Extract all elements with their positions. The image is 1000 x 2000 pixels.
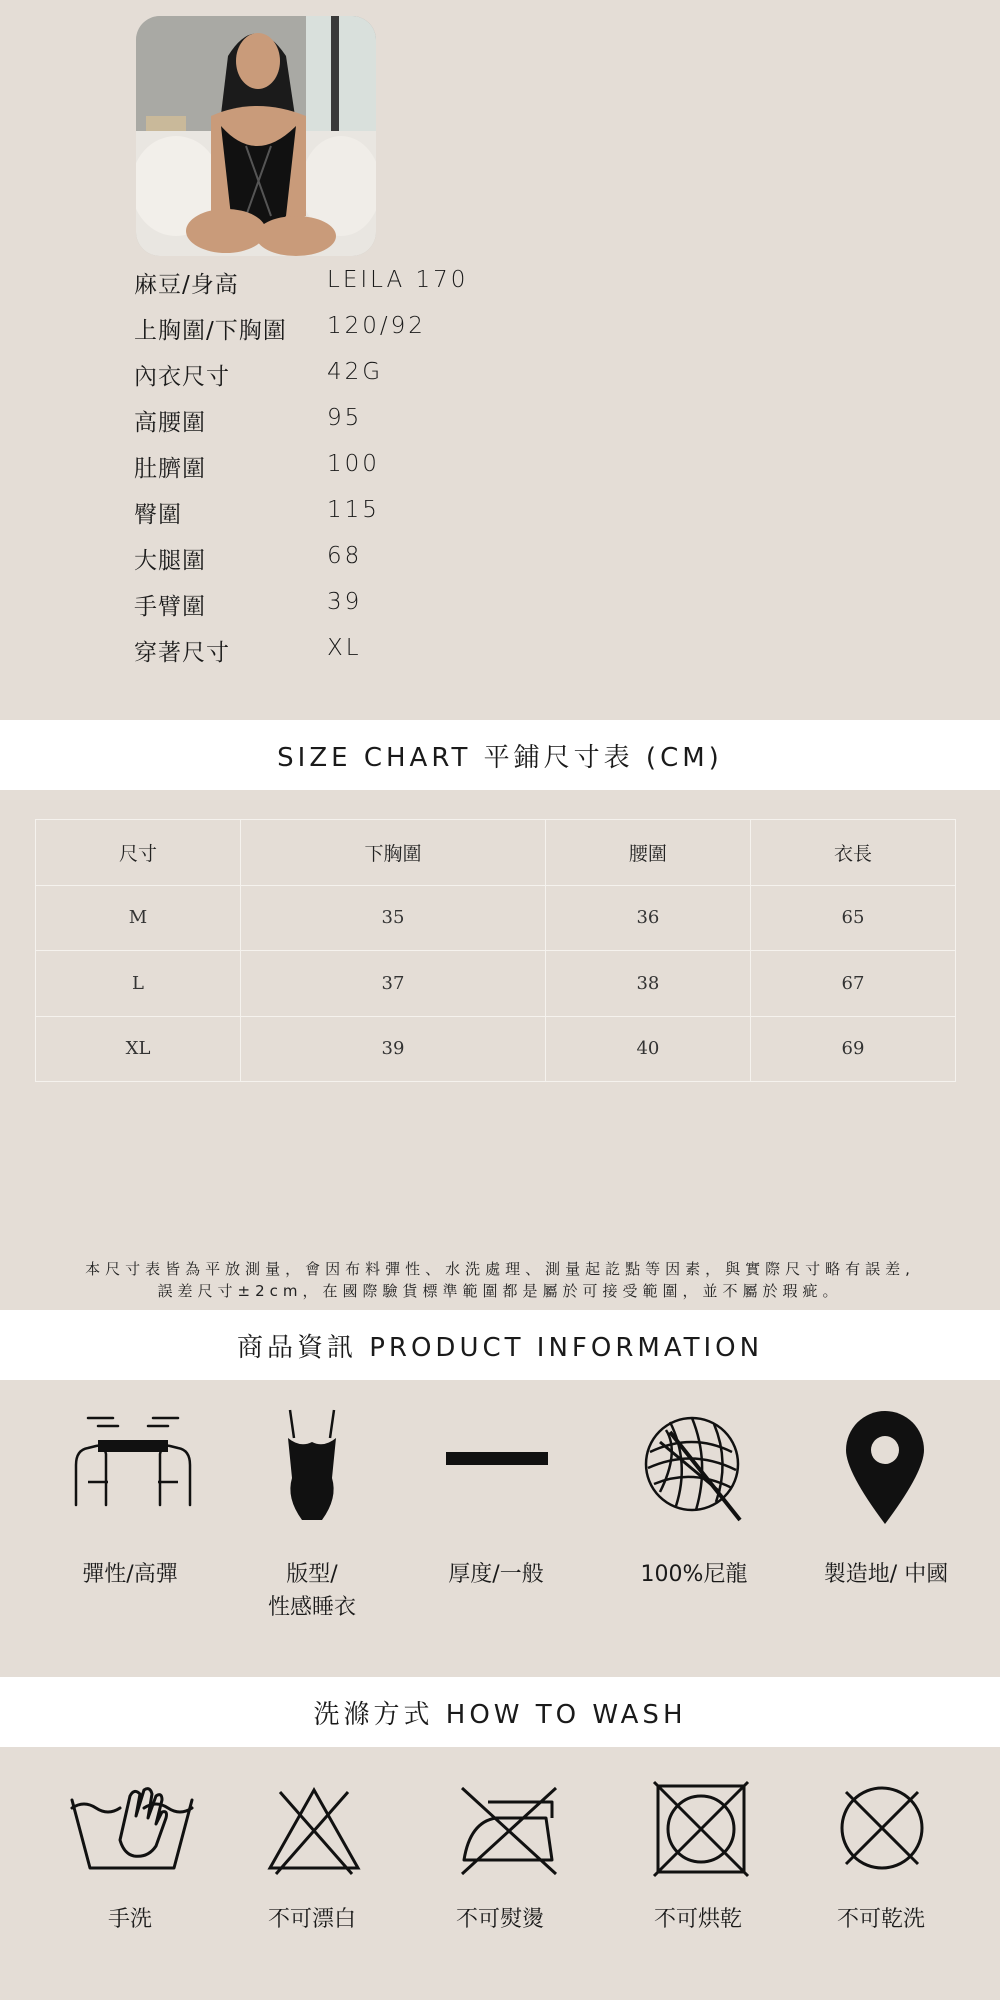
elasticity-label: 彈性/高彈 (82, 1562, 178, 1587)
note-line: 誤差尺寸±2cm，在國際驗貨標準範圍都是屬於可接受範圍，並不屬於瑕疵。 (157, 1282, 843, 1300)
table-cell: XL (36, 1016, 241, 1082)
table-cell: 38 (545, 951, 750, 1017)
measure-value: 120/92 (327, 313, 426, 339)
measure-value: 100 (327, 451, 380, 477)
measure-value: 68 (327, 543, 363, 569)
table-row (36, 951, 956, 1017)
measure-label: 高腰圍 (134, 410, 206, 436)
fit-label-line: 版型/ (286, 1562, 338, 1587)
wash-title: 洗滌方式 HOW TO WASH (313, 1699, 687, 1730)
header-size: 尺寸 (36, 820, 241, 886)
model-photo (136, 16, 376, 256)
measure-label: 臀圍 (134, 502, 182, 528)
hand-wash-icon (70, 1786, 194, 1870)
table-cell: 69 (750, 1016, 955, 1082)
no-iron-icon (456, 1782, 560, 1878)
bodysuit-icon (280, 1408, 344, 1524)
material-label: 100%尼龍 (640, 1562, 748, 1587)
location-pin-icon (844, 1410, 926, 1526)
measure-label: 手臂圍 (134, 594, 206, 620)
size-note (20, 1258, 980, 1302)
header-length: 衣長 (750, 820, 955, 886)
no-bleach-label: 不可漂白 (267, 1907, 357, 1932)
no-bleach-icon (266, 1782, 362, 1878)
table-row (36, 1016, 956, 1082)
hand-wash-label: 手洗 (107, 1907, 153, 1932)
no-iron-label: 不可熨燙 (455, 1907, 545, 1932)
header-underbust: 下胸圍 (241, 820, 546, 886)
fit-label-line: 性感睡衣 (267, 1595, 357, 1620)
product-info-band (0, 1310, 1000, 1380)
fit-label (268, 1558, 356, 1624)
measure-label: 上胸圍/下胸圍 (134, 318, 287, 344)
size-chart-band (0, 720, 1000, 790)
no-tumble-dry-icon (652, 1780, 750, 1878)
note-line: 本尺寸表皆為平放測量，會因布料彈性、水洗處理、測量起訖點等因素，與實際尺寸略有誤差, (85, 1260, 915, 1278)
table-cell: 40 (545, 1016, 750, 1082)
origin-label: 製造地/ 中國 (823, 1562, 949, 1587)
table-cell: 67 (750, 951, 955, 1017)
thickness-line-icon (446, 1452, 548, 1466)
thickness-label: 厚度/一般 (448, 1562, 544, 1587)
measure-label: 麻豆/身高 (134, 272, 239, 298)
measure-label: 大腿圍 (134, 548, 206, 574)
measure-value: 95 (327, 405, 363, 431)
header-waist: 腰圍 (545, 820, 750, 886)
no-dry-clean-label: 不可乾洗 (836, 1907, 926, 1932)
table-header-row (36, 820, 956, 886)
table-cell: 37 (241, 951, 546, 1017)
measure-label: 內衣尺寸 (134, 364, 230, 390)
measure-value: 39 (327, 589, 363, 615)
table-cell: 36 (545, 885, 750, 951)
measure-label: 肚臍圍 (134, 456, 206, 482)
table-row (36, 885, 956, 951)
product-info-title: 商品資訊 PRODUCT INFORMATION (236, 1332, 764, 1363)
yarn-ball-icon (640, 1412, 750, 1524)
measure-value: XL (327, 635, 362, 661)
wash-band (0, 1677, 1000, 1747)
no-tumble-dry-label: 不可烘乾 (653, 1907, 743, 1932)
table-cell: M (36, 885, 241, 951)
table-cell: 35 (241, 885, 546, 951)
measure-value: LEILA 170 (327, 267, 469, 293)
table-cell: 65 (750, 885, 955, 951)
size-chart-title: SIZE CHART 平鋪尺寸表 (CM) (277, 742, 723, 773)
stretch-icon (68, 1410, 198, 1510)
measure-value: 115 (327, 497, 380, 523)
no-dry-clean-icon (834, 1780, 930, 1876)
table-cell: 39 (241, 1016, 546, 1082)
measure-label: 穿著尺寸 (134, 640, 230, 666)
measure-value: 42G (327, 359, 384, 385)
size-table (35, 819, 956, 1082)
table-cell: L (36, 951, 241, 1017)
